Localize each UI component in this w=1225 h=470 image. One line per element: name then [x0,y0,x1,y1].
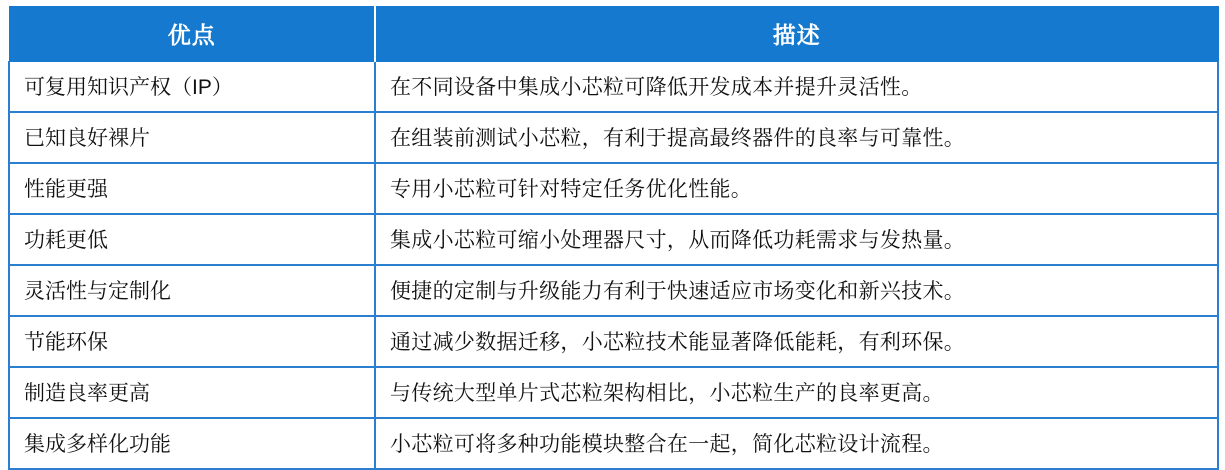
table-header-row [9,7,1218,62]
cell-description: 与传统大型单片式芯粒架构相比，小芯粒生产的良率更高。 [375,367,1218,418]
table-row [9,367,1218,418]
table-row [9,62,1218,113]
cell-description: 专用小芯粒可针对特定任务优化性能。 [375,163,1218,214]
cell-description: 小芯粒可将多种功能模块整合在一起，简化芯粒设计流程。 [375,418,1218,469]
cell-term: 集成多样化功能 [9,418,375,469]
cell-term: 可复用知识产权（IP） [9,62,375,113]
cell-term: 制造良率更高 [9,367,375,418]
benefits-table [8,6,1219,470]
cell-term: 性能更强 [9,163,375,214]
cell-term: 灵活性与定制化 [9,265,375,316]
cell-description: 在不同设备中集成小芯粒可降低开发成本并提升灵活性。 [375,62,1218,113]
table-row [9,112,1218,163]
table-row [9,418,1218,469]
table-header [9,7,1218,62]
column-header-term: 优点 [9,7,375,62]
cell-term: 节能环保 [9,316,375,367]
column-header-description: 描述 [375,7,1218,62]
cell-term: 功耗更低 [9,214,375,265]
cell-description: 在组装前测试小芯粒，有利于提高最终器件的良率与可靠性。 [375,112,1218,163]
table-body [9,62,1218,470]
cell-description: 便捷的定制与升级能力有利于快速适应市场变化和新兴技术。 [375,265,1218,316]
table-row [9,265,1218,316]
table-row [9,214,1218,265]
cell-term: 已知良好裸片 [9,112,375,163]
cell-description: 集成小芯粒可缩小处理器尺寸，从而降低功耗需求与发热量。 [375,214,1218,265]
table-row [9,316,1218,367]
table-row [9,163,1218,214]
cell-description: 通过减少数据迁移，小芯粒技术能显著降低能耗，有利环保。 [375,316,1218,367]
